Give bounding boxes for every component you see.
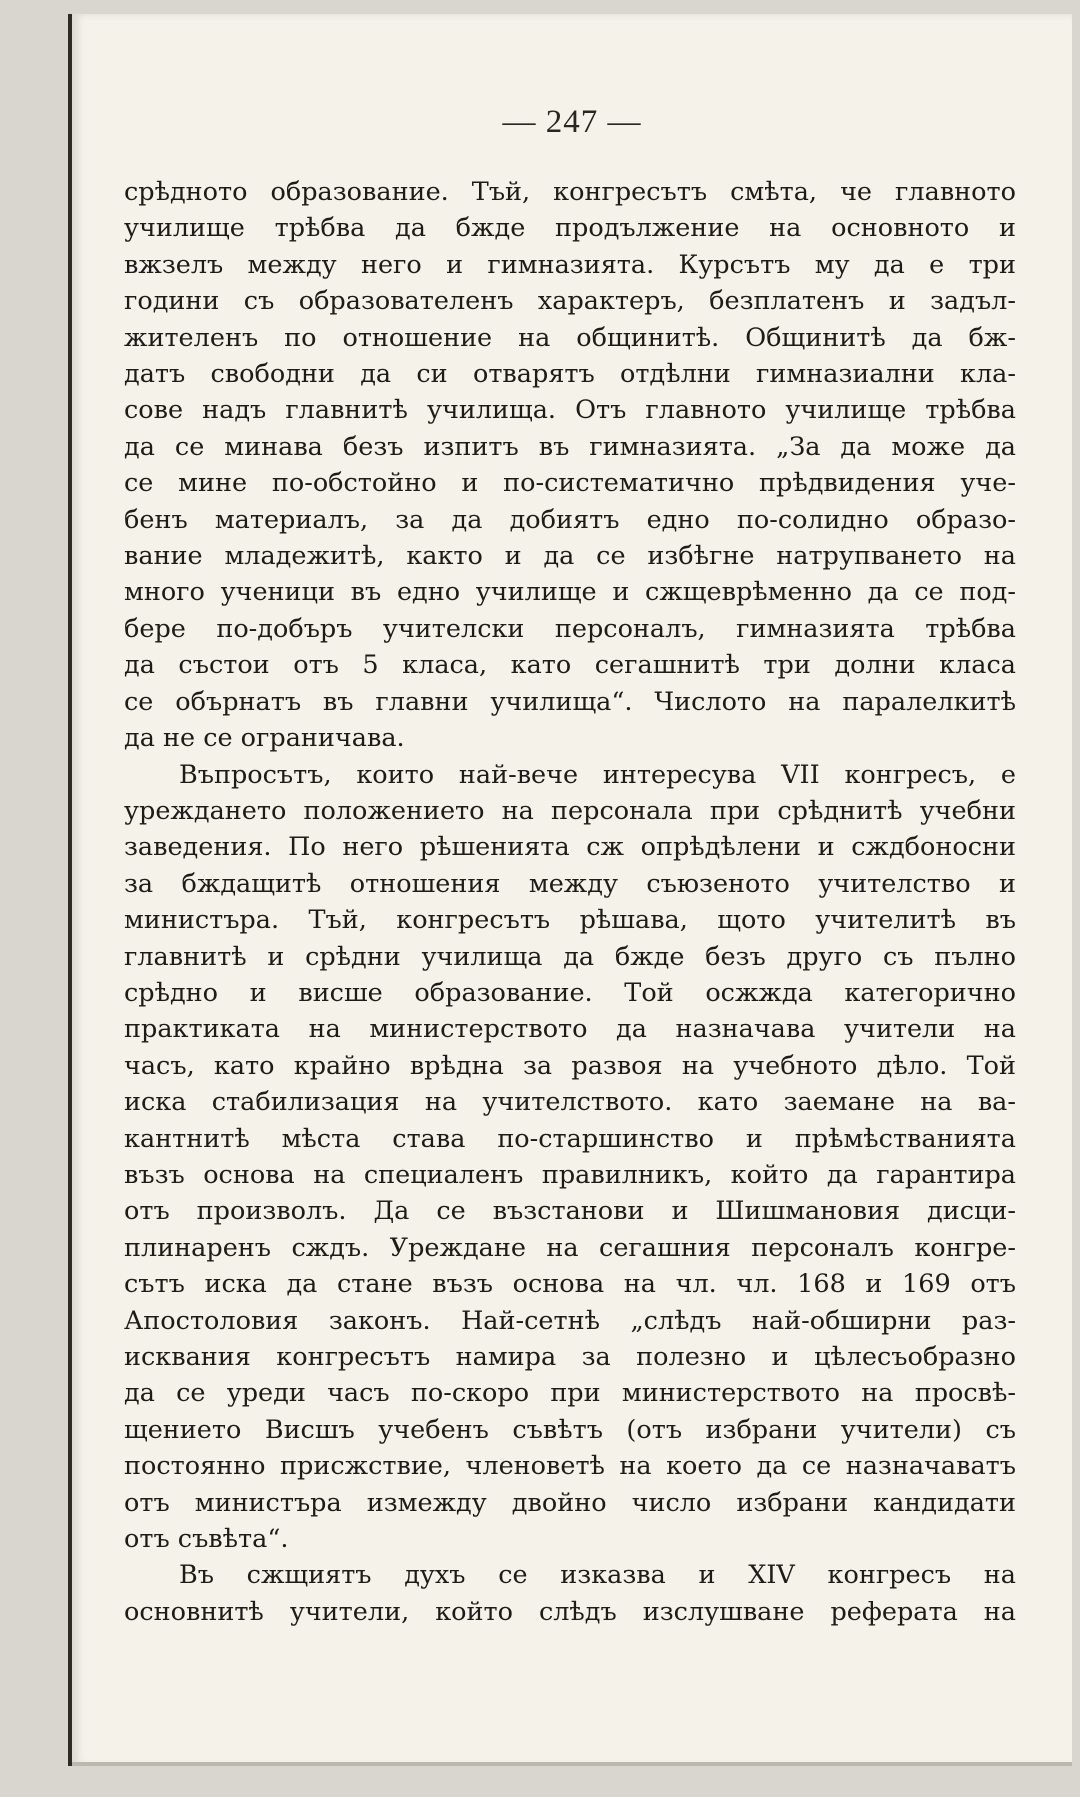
text-line: исквания конгресътъ намира за полезно и цѣлесъобразно — [124, 1342, 1016, 1372]
text-line: вжзелъ между него и гимназията. Курсътъ му да е три — [124, 249, 1016, 280]
text-line: сътъ иска да стане възъ основа на чл. чл. 168 и 169 отъ — [124, 1269, 1016, 1300]
text-line: срѣдно и висше образование. Той осжжда категорично — [124, 977, 1016, 1008]
book-page — [68, 14, 1072, 1766]
text-line: часъ, като крайно врѣдна за развоя на учебното дѣло. Той — [124, 1050, 1016, 1081]
text-line: да не се ограничава. — [124, 723, 405, 754]
text-line: жителенъ по отношение на общинитѣ. Общинитѣ да бж- — [124, 322, 1016, 353]
text-line: иска стабилизация на учителството. като заемане на ва- — [124, 1087, 1016, 1118]
text-line: сове надъ главнитѣ училища. Отъ главното училище трѣбва — [124, 395, 1016, 426]
text-line: отъ произволъ. Да се възстанови и Шишмановия дисци- — [124, 1196, 1016, 1227]
text-line: постоянно присжствие, членоветѣ на което да се назначаватъ — [124, 1451, 1016, 1482]
text-line: отъ министъра измежду двойно число избрани кандидати — [124, 1487, 1016, 1518]
text-line: вание младежитѣ, както и да се избѣгне натрупването на — [124, 541, 1016, 572]
text-line: основнитѣ учители, който слѣдъ изслушване реферата на — [124, 1596, 1016, 1627]
text-line: години съ образователенъ характеръ, безплатенъ и задъл- — [124, 286, 1016, 317]
text-line: срѣдното образование. Тъй, конгресътъ смѣта, че главното — [124, 177, 1016, 207]
text-line: датъ свободни да си отварятъ отдѣлни гимназиални кла- — [124, 359, 1016, 390]
text-line: се обърнатъ въ главни училища“. Числото на паралелкитѣ — [124, 686, 1016, 717]
text-line: главнитѣ и срѣдни училища да бжде безъ друго съ пълно — [124, 941, 1016, 972]
text-line: уреждането положението на персонала при срѣднитѣ учебни — [124, 795, 1016, 826]
text-line: кантнитѣ мѣста става по-старшинство и прѣмѣстванията — [124, 1123, 1016, 1154]
text-line: Апостоловия законъ. Най-сетнѣ „слѣдъ най-обширни раз- — [124, 1305, 1016, 1336]
text-line: да се минава безъ изпитъ въ гимназията. „За да може да — [124, 431, 1016, 462]
text-line: се мине по-обстойно и по-систематично прѣдвидения уче- — [124, 468, 1016, 499]
text-line: министъра. Тъй, конгресътъ рѣшава, щото учителитѣ въ — [124, 905, 1016, 936]
text-line: щението Висшъ учебенъ съвѣтъ (отъ избрани учители) съ — [124, 1414, 1016, 1445]
text-line: плинаренъ сждъ. Уреждане на сегашния персоналъ конгре- — [124, 1232, 1016, 1263]
page-number: — 247 — — [502, 104, 642, 140]
text-line: отъ съвѣта“. — [124, 1524, 289, 1555]
text-line: много ученици въ едно училище и сжщеврѣменно да се под- — [124, 577, 1016, 608]
text-line: бенъ материалъ, за да добиятъ едно по-солидно образо- — [124, 504, 1016, 535]
text-line: бере по-добъръ учителски персоналъ, гимназията трѣбва — [124, 613, 1016, 644]
text-line: практиката на министерството да назначава учители на — [124, 1014, 1016, 1045]
text-line: заведения. По него рѣшенията сж опрѣдѣлени и сждбоносни — [124, 832, 1016, 863]
text-line: училище трѣбва да бжде продължение на основното и — [124, 213, 1016, 244]
text-line: да състои отъ 5 класа, като сегашнитѣ три долни класа — [124, 650, 1016, 681]
text-line: Въ сжщиятъ духъ се изказва и XIV конгресъ на — [179, 1560, 1016, 1591]
page-edge — [72, 1762, 1072, 1766]
text-line: за бждащитѣ отношения между съюзеното учителство и — [124, 868, 1016, 899]
text-line: Въпросътъ, които най-вече интересува VII конгресъ, е — [179, 759, 1016, 790]
text-line: възъ основа на специаленъ правилникъ, който да гарантира — [124, 1159, 1016, 1190]
body-text — [124, 174, 1016, 1630]
text-line: да се уреди часъ по-скоро при министерството на просвѣ- — [124, 1378, 1016, 1409]
